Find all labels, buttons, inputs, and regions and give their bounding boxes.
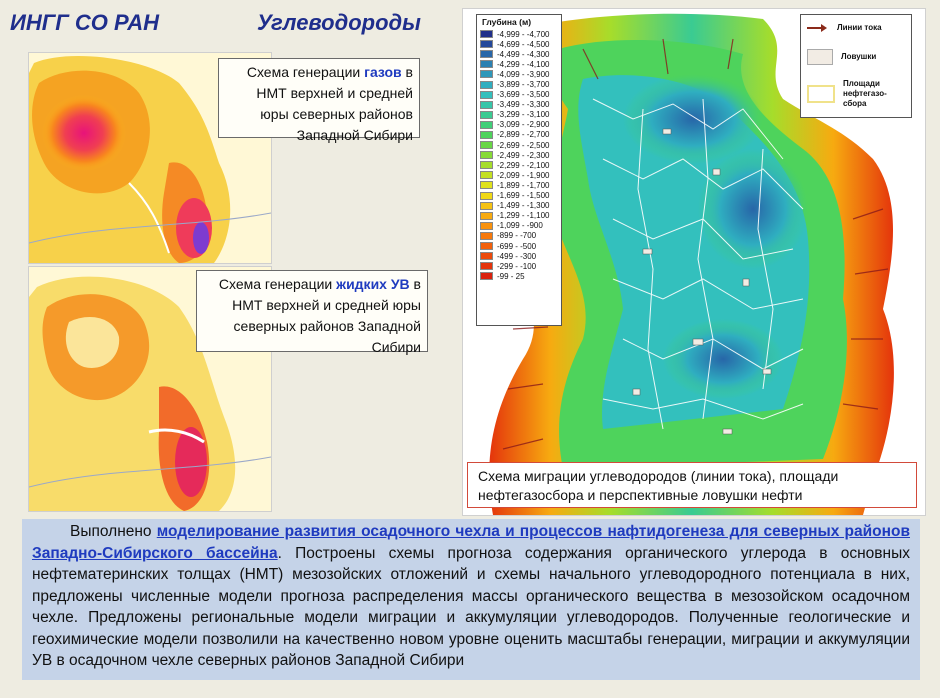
caption-keyword: жидких УВ [336,276,410,292]
depth-legend-row [480,150,558,160]
depth-range-label: -1,699 - -1,500 [497,191,550,201]
depth-swatch [480,60,493,68]
depth-legend-row [480,180,558,190]
depth-swatch [480,232,493,240]
depth-range-label: -3,099 - -2,900 [497,120,550,130]
caption-text: в НМТ верхней и средней юры северных районов Западной Сибири [256,64,413,143]
depth-legend-row [480,160,558,170]
depth-range-label: -2,499 - -2,300 [497,150,550,160]
trap-swatch-icon [807,49,833,65]
depth-legend-row [480,29,558,39]
depth-swatch [480,222,493,230]
depth-range-label: -2,099 - -1,900 [497,170,550,180]
depth-legend-row [480,201,558,211]
flow-lines-label: Линии тока [837,23,882,32]
depth-legend-row [480,261,558,271]
depth-swatch [480,181,493,189]
depth-legend-row [480,69,558,79]
caption-keyword: газов [364,64,402,80]
depth-swatch [480,91,493,99]
depth-swatch [480,121,493,129]
depth-legend-row [480,140,558,150]
flow-line-icon [807,24,827,32]
depth-range-label: -3,699 - -3,500 [497,90,550,100]
depth-range-label: -3,299 - -3,100 [497,110,550,120]
depth-range-label: -899 - -700 [497,231,537,241]
depth-range-label: -2,899 - -2,700 [497,130,550,140]
depth-legend-title: Глубина (м) [482,17,532,27]
depth-legend-row [480,90,558,100]
depth-swatch [480,252,493,260]
depth-swatch [480,242,493,250]
gas-map-caption [218,58,420,143]
depth-swatch [480,131,493,139]
depth-legend-row [480,59,558,69]
depth-legend-row [480,271,558,281]
depth-range-label: -2,699 - -2,500 [497,140,550,150]
depth-legend-row [480,120,558,130]
depth-legend-row [480,110,558,120]
depth-range-label: -4,999 - -4,700 [497,29,550,39]
depth-legend [476,14,562,326]
traps-label: Ловушки [841,52,877,61]
depth-range-label: -99 - 25 [497,271,525,281]
institute-title: ИНГГ СО РАН [10,10,160,35]
depth-range-label: -1,899 - -1,700 [497,180,550,190]
depth-swatch [480,30,493,38]
depth-legend-row [480,211,558,221]
depth-range-label: -4,299 - -4,100 [497,59,550,69]
depth-swatch [480,50,493,58]
depth-legend-row [480,170,558,180]
depth-swatch [480,272,493,280]
summary-link[interactable]: моделирование развития осадочного чехла и процессов нафтидогенеза для северных районов Западно-Сибирского бассейна [32,523,910,562]
depth-legend-row [480,231,558,241]
depth-legend-row [480,251,558,261]
depth-swatch [480,171,493,179]
depth-legend-items [480,29,558,281]
depth-range-label: -699 - -500 [497,241,537,251]
depth-range-label: -299 - -100 [497,261,537,271]
depth-range-label: -1,099 - -900 [497,221,543,231]
depth-swatch [480,141,493,149]
depth-legend-row [480,241,558,251]
depth-range-label: -4,099 - -3,900 [497,69,550,79]
depth-swatch [480,81,493,89]
depth-swatch [480,111,493,119]
liquid-map-caption [196,270,428,355]
depth-legend-row [480,191,558,201]
depth-swatch [480,151,493,159]
topic-title: Углеводороды [257,10,421,35]
depth-range-label: -2,299 - -2,100 [497,160,550,170]
depth-legend-row [480,100,558,110]
depth-swatch [480,212,493,220]
depth-range-label: -3,899 - -3,700 [497,80,550,90]
area-swatch-icon [807,85,835,103]
areas-label: Площади нефтегазо-сбора [843,79,887,108]
depth-swatch [480,262,493,270]
caption-text: в НМТ верхней и средней юры северных районов Западной Сибири [232,276,421,355]
summary-lead: Выполнено [70,523,157,540]
depth-swatch [480,101,493,109]
caption-text: Схема генерации [218,276,337,292]
traps-legend-row [807,49,876,65]
depth-range-label: -3,499 - -3,300 [497,100,550,110]
depth-swatch [480,40,493,48]
depth-swatch [480,70,493,78]
depth-legend-row [480,221,558,231]
migration-map-caption: Схема миграции углеводородов (линии тока), площади нефтегазосбора и перспективные ловушки нефти [467,462,917,508]
caption-text: Схема генерации [246,64,365,80]
summary-text [22,519,920,680]
depth-legend-row [480,79,558,89]
depth-range-label: -1,499 - -1,300 [497,201,550,211]
depth-range-label: -499 - -300 [497,251,537,261]
depth-legend-row [480,39,558,49]
depth-range-label: -4,499 - -4,300 [497,49,550,59]
areas-legend-row [807,79,907,109]
depth-legend-row [480,49,558,59]
depth-swatch [480,161,493,169]
depth-swatch [480,202,493,210]
depth-swatch [480,192,493,200]
depth-legend-row [480,130,558,140]
symbol-legend [800,14,912,118]
depth-range-label: -1,299 - -1,100 [497,211,550,221]
flow-lines-legend-row [807,23,882,33]
depth-range-label: -4,699 - -4,500 [497,39,550,49]
summary-body: . Построены схемы прогноза содержания органического углерода в основных нефтематеринских толщах (НМТ) мезозойских отложений и схемы начального углеводородного потенциала в них, предложены численные модели прогноза распределения массы органического вещества в мезозойском осадочном чехле. Предложены региональные модели миграции и аккумуляции углеводородов. Полученные геологические и геохимические модели позволили на качественно новом уровне оценить масштабы генерации, миграции и аккумуляции УВ в осадочном чехле северных районов Западной Сибири [32,544,910,669]
